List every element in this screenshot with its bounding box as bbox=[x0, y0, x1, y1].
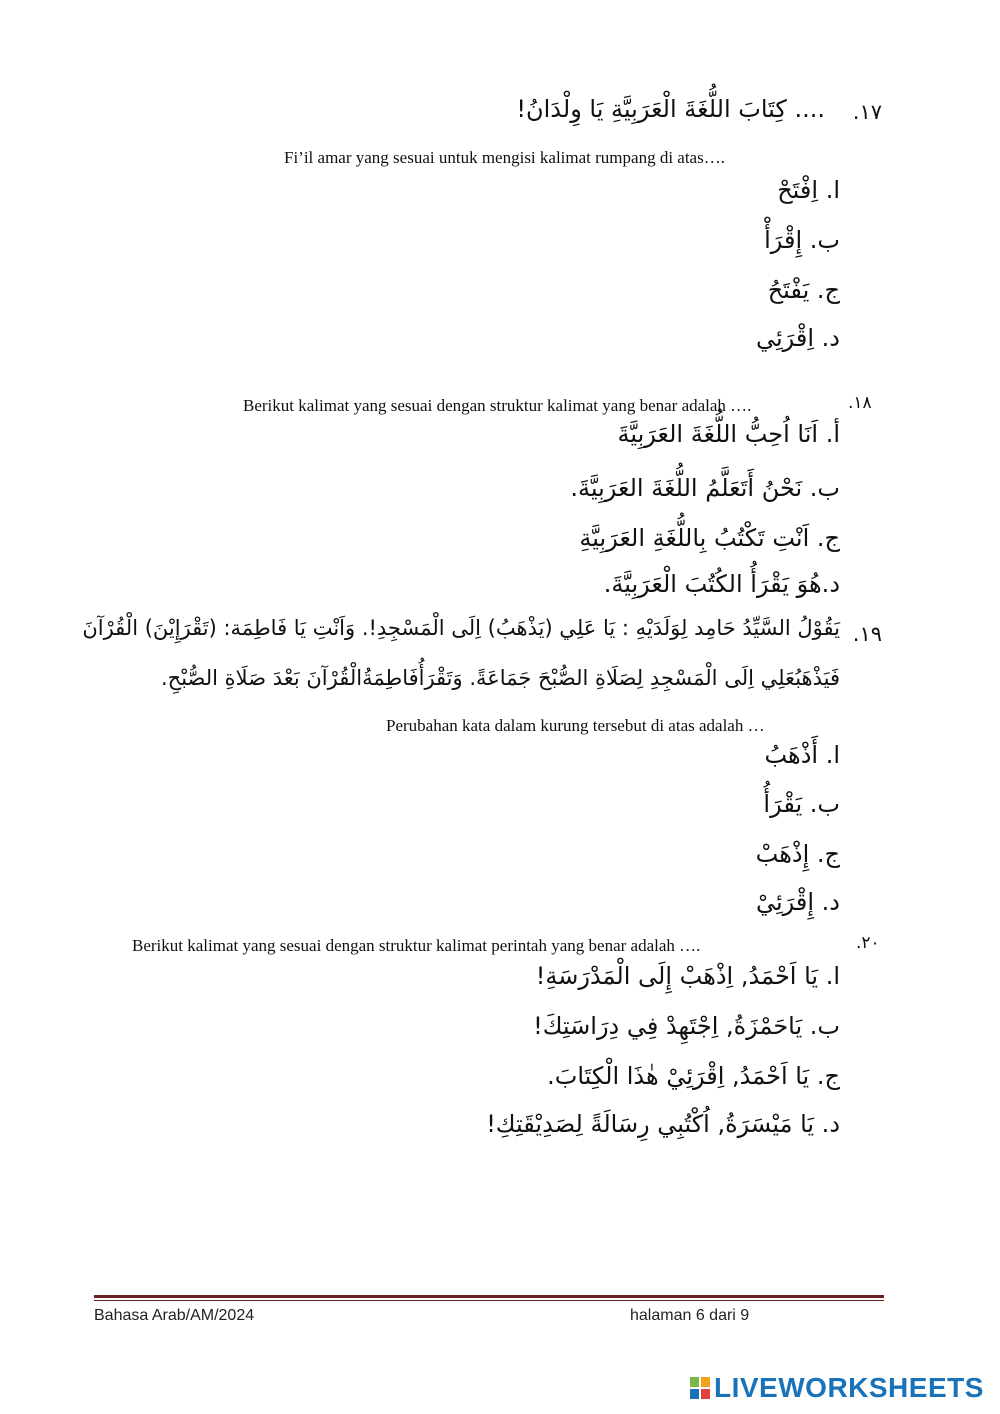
q19-option-d[interactable]: د. إِقْرَئِيْ bbox=[755, 888, 840, 916]
q20-option-a[interactable]: ا. يَا اَحْمَدُ, اِذْهَبْ إِلَى الْمَدْرَسَةِ! bbox=[535, 962, 840, 990]
q19-instruction: Perubahan kata dalam kurung tersebut di atas adalah … bbox=[386, 716, 765, 735]
footer-right: halaman 6 dari 9 bbox=[630, 1307, 750, 1324]
footer-divider-thin bbox=[94, 1300, 884, 1301]
q19-stem-line1: يَقُوْلُ السَّيِّدُ حَامِد لِوَلَدَيْهِ : يَا عَلِي (يَذْهَبُ) اِلَى الْمَسْجِدِ!. وَاَنْتِ يَا فَاطِمَة: (تَقْرَإِيْنَ) الْقُرْآنَ bbox=[82, 616, 840, 640]
q18-option-c[interactable]: ج. اَنْتِ تَكْتُبُ بِاللُّغَةِ العَرَبِيَّةِ bbox=[579, 524, 840, 552]
q18-option-d[interactable]: د.هُوَ يَقْرَأُ الكُتُبَ الْعَرَبِيَّةَ. bbox=[603, 570, 840, 598]
q17-instruction: Fi’il amar yang sesuai untuk mengisi kalimat rumpang di atas…. bbox=[284, 148, 725, 167]
q17-stem: .... كِتَابَ اللُّغَةَ الْعَرَبِيَّةِ يَا وِلْدَانُ! bbox=[516, 95, 825, 123]
q19-option-c[interactable]: ج. إِذْهَبْ bbox=[755, 840, 840, 868]
q20-number: .٢٠ bbox=[856, 933, 880, 953]
footer-left: Bahasa Arab/AM/2024 bbox=[94, 1307, 255, 1324]
q18-number: .١٨ bbox=[848, 393, 872, 413]
q20-instruction: Berikut kalimat yang sesuai dengan struktur kalimat perintah yang benar adalah …. bbox=[132, 936, 701, 955]
q18-option-a[interactable]: أ. اَنَا اُحِبُّ اللُّغَةَ العَرَبِيَّةَ bbox=[617, 420, 840, 448]
logo-mark-icon bbox=[690, 1377, 710, 1399]
q19-stem-line2: فَيَذْهَبُعَلِي اِلَى الْمَسْجِدِ لِصَلَاةِ الصُّبْحَ جَمَاعَةً. وَتَقْرَأُفَاطِمَةُالْقُرْآنَ بَعْدَ صَلَاةِ الصُّبْحِ. bbox=[160, 666, 840, 690]
q19-option-b[interactable]: ب. يَقْرَأُ bbox=[763, 790, 840, 818]
q17-option-a[interactable]: ا. اِفْتَحْ bbox=[777, 176, 840, 204]
q20-option-c[interactable]: ج. يَا اَحْمَدُ, اِقْرَئِيْ هٰذَا الْكِتَابَ. bbox=[547, 1062, 840, 1090]
q20-option-b[interactable]: ب. يَاحَمْزَةُ, اِجْتَهِدْ فِي دِرَاسَتِكَ! bbox=[533, 1012, 840, 1040]
footer-divider bbox=[94, 1295, 884, 1298]
q17-number: ١٧. bbox=[852, 100, 882, 124]
liveworksheets-logo bbox=[690, 1372, 984, 1404]
q17-option-b[interactable]: ب. إِقْرَأْ bbox=[764, 226, 840, 254]
q19-number: ١٩. bbox=[852, 622, 882, 646]
q18-instruction: Berikut kalimat yang sesuai dengan struktur kalimat yang benar adalah …. bbox=[243, 396, 752, 415]
q19-option-a[interactable]: ا. أَذْهَبُ bbox=[764, 741, 840, 769]
q20-option-d[interactable]: د. يَا مَيْسَرَةُ, اُكْتُبِي رِسَالَةً لِصَدِيْقَتِكِ! bbox=[486, 1110, 840, 1138]
brand-text: LIVEWORKSHEETS bbox=[714, 1372, 984, 1403]
q17-option-d[interactable]: د. اِقْرَئِي bbox=[755, 324, 840, 352]
q17-option-c[interactable]: ج. يَفْتَحُ bbox=[767, 276, 840, 304]
q18-option-b[interactable]: ب. نَحْنُ أَتَعَلَّمُ اللُّغَةَ العَرَبِيَّةَ. bbox=[570, 474, 840, 502]
